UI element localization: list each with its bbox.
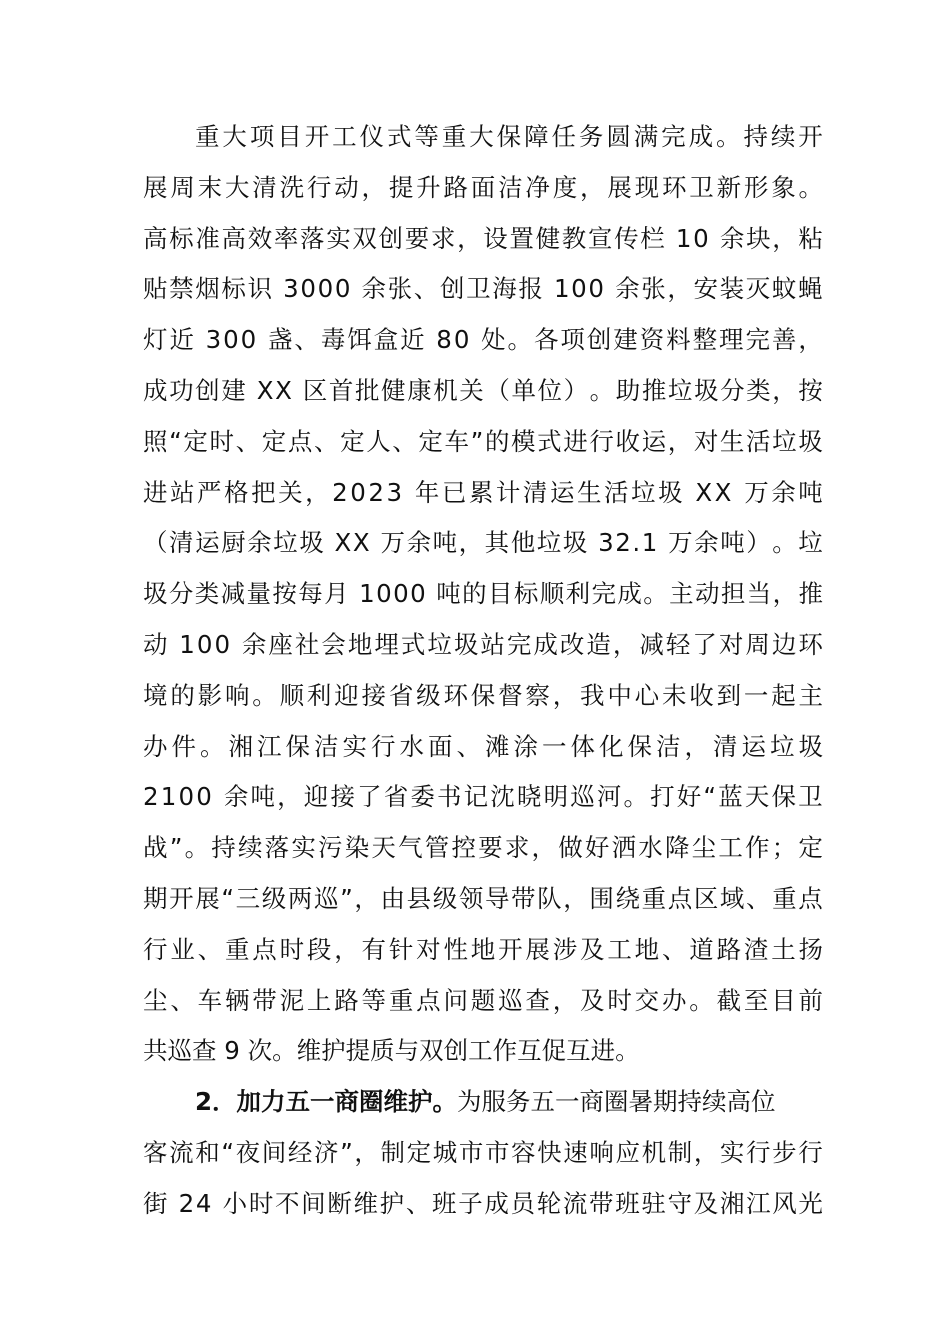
text-line: 街 2 4 小 时 不 间 断 维 护 、 班 子 成 员 轮 流 带 班 驻 守 及 湘 江 风 光 bbox=[143, 1188, 823, 1218]
document-body bbox=[143, 112, 823, 1230]
section-heading-line bbox=[143, 1077, 823, 1128]
text-line: 灯 近 3 0 0 盏 、 毒 饵 盒 近 8 0 处 。 各 项 创 建 资 料 整 理 完 善 ， bbox=[143, 325, 823, 355]
section-heading: 2．加力五一商圈维护。 bbox=[195, 1087, 458, 1117]
text-line: 期 开 展 “ 三 级 两 巡 ” ， 由 县 级 领 导 带 队 ， 围 绕 重 点 区 域 、 重 点 bbox=[143, 883, 823, 913]
text-line: 办 件 。 湘 江 保 洁 实 行 水 面 、 滩 涂 一 体 化 保 洁 ， 清 运 垃 圾 bbox=[143, 731, 823, 761]
text-line: 高 标 准 高 效 率 落 实 双 创 要 求 ， 设 置 健 教 宣 传 栏 1 0 余 块 ， 粘 bbox=[143, 223, 823, 253]
text-line: 进 站 严 格 把 关 ， 2 0 2 3 年 已 累 计 清 运 生 活 垃 圾 X X 万 余 吨 bbox=[143, 477, 823, 507]
text-line: 动 1 0 0 余 座 社 会 地 埋 式 垃 圾 站 完 成 改 造 ， 减 轻 了 对 周 边 环 bbox=[143, 629, 823, 659]
text-line: 展 周 末 大 清 洗 行 动 ， 提 升 路 面 洁 净 度 ， 展 现 环 卫 新 形 象 。 bbox=[143, 172, 823, 202]
text-line: 照 “ 定 时 、 定 点 、 定 人 、 定 车 ” 的 模 式 进 行 收 运 ， 对 生 活 垃 圾 bbox=[143, 426, 823, 456]
text-line: 尘 、 车 辆 带 泥 上 路 等 重 点 问 题 巡 查 ， 及 时 交 办 。 截 至 目 前 bbox=[143, 985, 823, 1015]
text-line: 贴 禁 烟 标 识 3 0 0 0 余 张 、 创 卫 海 报 1 0 0 余 张 ， 安 装 灭 蚊 蝇 bbox=[143, 274, 823, 304]
text-line: 客 流 和 “ 夜 间 经 济 ” ， 制 定 城 市 市 容 快 速 响 应 机 制 ， 实 行 步 行 bbox=[143, 1137, 823, 1167]
text-line: 圾 分 类 减 量 按 每 月 1 0 0 0 吨 的 目 标 顺 利 完 成 。 主 动 担 当 ， 推 bbox=[143, 579, 823, 609]
text-line: （ 清 运 厨 余 垃 圾 X X 万 余 吨 ， 其 他 垃 圾 3 2 . 1 万 余 吨 ） 。 垃 bbox=[143, 528, 823, 558]
text-line: 2 1 0 0 余 吨 ， 迎 接 了 省 委 书 记 沈 晓 明 巡 河 。 打 好 “ 蓝 天 保 卫 bbox=[143, 782, 823, 812]
text-line: 共巡查 9 次。维护提质与双创工作互促互进。 bbox=[143, 1036, 640, 1066]
text-line: 行 业 、 重 点 时 段 ， 有 针 对 性 地 开 展 涉 及 工 地 、 道 路 渣 土 扬 bbox=[143, 934, 823, 964]
text-line: 境 的 影 响 。 顺 利 迎 接 省 级 环 保 督 察 ， 我 中 心 未 收 到 一 起 主 bbox=[143, 680, 823, 710]
text-line: 成 功 创 建 X X 区 首 批 健 康 机 关 （ 单 位 ） 。 助 推 垃 圾 分 类 ， 按 bbox=[143, 375, 823, 405]
text-line: 战 ” 。 持 续 落 实 污 染 天 气 管 控 要 求 ， 做 好 洒 水 降 尘 工 作 ； 定 bbox=[143, 833, 823, 863]
text-line: 重 大 项 目 开 工 仪 式 等 重 大 保 障 任 务 圆 满 完 成 。 持 续 开 bbox=[195, 122, 823, 151]
text-span: 为服务五一商圈暑期持续高位 bbox=[457, 1087, 776, 1117]
